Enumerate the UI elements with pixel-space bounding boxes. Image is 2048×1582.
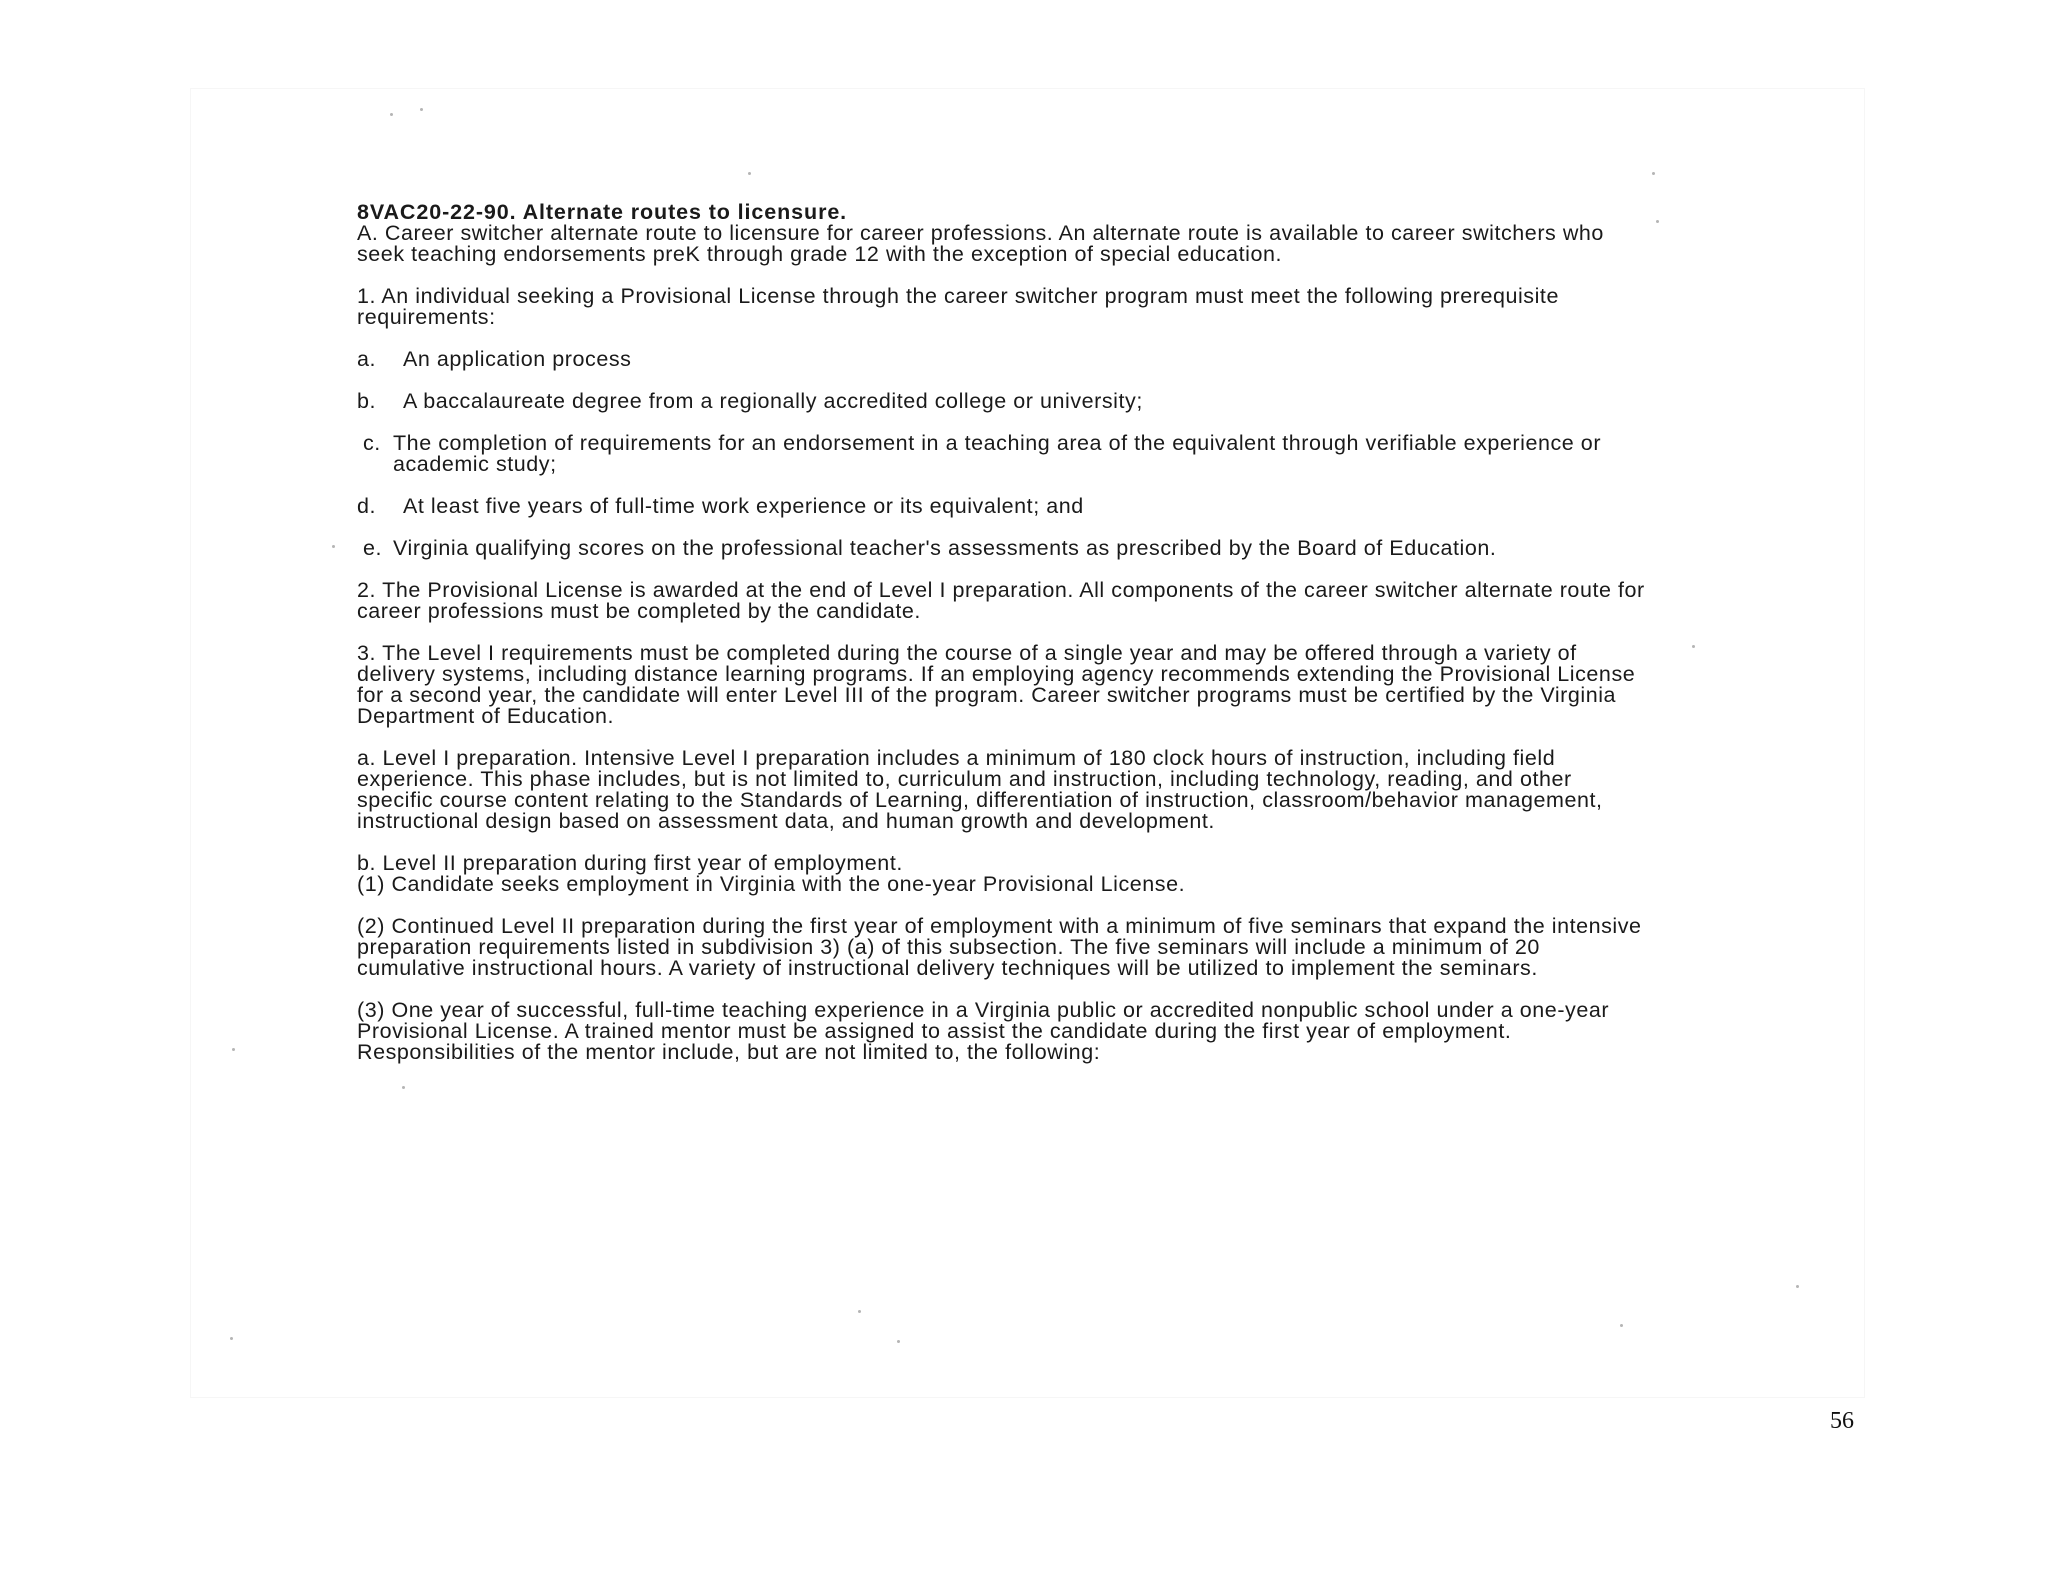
list-item-text: Virginia qualifying scores on the professional teacher's assessments as prescribed by the Board of Education. [393,536,1497,560]
list-item-text: An application process [403,347,632,371]
list-marker: b. [357,389,377,413]
list-marker: c. [363,431,381,455]
prerequisite-item [357,538,1647,559]
scan-speck [1652,172,1655,175]
page-number: 56 [1830,1408,1854,1434]
level-2-item: (1) Candidate seeks employment in Virginia with the one-year Provisional License. [357,872,1186,896]
list-item-text: At least five years of full-time work experience or its equivalent; and [403,494,1084,518]
list-marker: e. [363,536,383,560]
section-heading: 8VAC20-22-90. Alternate routes to licensure. [357,200,848,224]
prerequisite-item [357,496,1647,517]
scan-speck [858,1310,861,1313]
level-2-preparation-heading: b. Level II preparation during first year of employment. [357,851,903,875]
list-marker: a. [357,347,377,371]
scan-speck [1656,220,1659,223]
scan-speck [748,172,751,175]
prerequisite-item [357,349,1647,370]
scan-speck [1796,1285,1799,1288]
scan-speck [230,1337,233,1340]
level-2-item: (3) One year of successful, full-time teaching experience in a Virginia public or accredited nonpublic school under a one-year Provisional License. A trained mentor must be assigned to assist the candidate during the first year of employment. Responsibilities of the mentor include, but are not limited to, the following: [357,998,1610,1064]
scan-speck [332,545,335,548]
level-1-preparation-paragraph: a. Level I preparation. Intensive Level I preparation includes a minimum of 180 clock hours of instruction, including field experience. This phase includes, but is not limited to, curriculum and instruction, including technology, reading, and other specific course content relating to the Standards of Learning, differentiation of instruction, classroom/behavior management, instructional design based on assessment data, and human growth and development. [357,746,1603,833]
section-a-paragraph: A. Career switcher alternate route to licensure for career professions. An alternate route is available to career switchers who seek teaching endorsements preK through grade 12 with the exception of special education. [357,221,1604,266]
scan-speck [390,113,393,116]
scan-speck [897,1340,900,1343]
scan-speck [1692,645,1695,648]
prerequisite-item [357,391,1647,412]
list-item-text: The completion of requirements for an endorsement in a teaching area of the equivalent through verifiable experience or academic study; [393,431,1602,476]
list-marker: d. [357,494,377,518]
scan-speck [232,1048,235,1051]
scan-speck [420,108,423,111]
list-item-text: A baccalaureate degree from a regionally accredited college or university; [403,389,1143,413]
level-2-item: (2) Continued Level II preparation during the first year of employment with a minimum of five seminars that expand the intensive preparation requirements listed in subdivision 3) (a) of this subsection. The five seminars will include a minimum of 20 cumulative instructional hours. A variety of instructional delivery techniques will be utilized to implement the seminars. [357,914,1642,980]
scan-speck [1620,1324,1623,1327]
item-3-paragraph: 3. The Level I requirements must be completed during the course of a single year and may be offered through a variety of delivery systems, including distance learning programs. If an employing agency recommends extending the Provisional License for a second year, the candidate will enter Level III of the program. Career switcher programs must be certified by the Virginia Department of Education. [357,641,1636,728]
prerequisite-item [357,433,1647,475]
document-body [357,202,1647,1063]
scan-speck [402,1086,405,1089]
item-1-paragraph: 1. An individual seeking a Provisional License through the career switcher program must meet the following prerequisite requirements: [357,284,1559,329]
item-2-paragraph: 2. The Provisional License is awarded at the end of Level I preparation. All components of the career switcher alternate route for career professions must be completed by the candidate. [357,578,1645,623]
